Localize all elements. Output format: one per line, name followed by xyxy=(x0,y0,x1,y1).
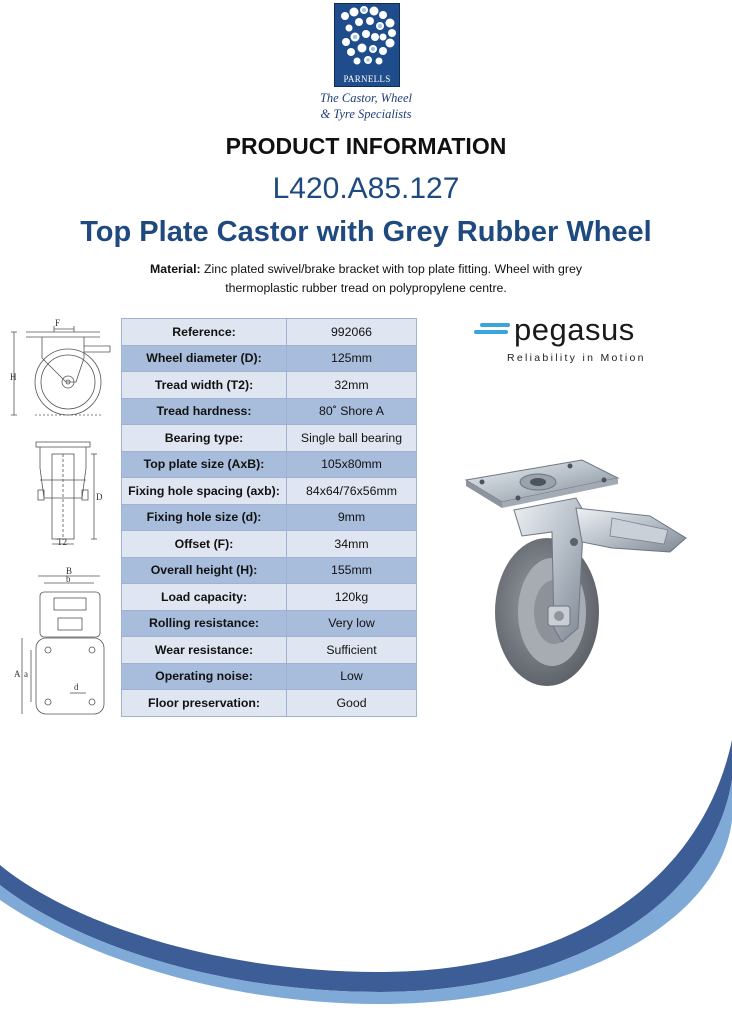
spec-label: Operating noise: xyxy=(122,663,287,690)
spec-value: Single ball bearing xyxy=(287,425,417,452)
logo-circles-graphic xyxy=(335,4,399,70)
logo-tagline-line1: The Castor, Wheel xyxy=(319,91,412,105)
side-view-drawing xyxy=(6,318,118,422)
product-information-heading: PRODUCT INFORMATION xyxy=(225,133,507,159)
diameter-dimension-label: D xyxy=(96,492,103,502)
decorative-swoosh xyxy=(0,700,732,1024)
spec-row xyxy=(122,637,417,664)
spec-row xyxy=(122,451,417,478)
spec-value: Very low xyxy=(287,610,417,637)
spec-label: Load capacity: xyxy=(122,584,287,611)
product-code: L420.A85.127 xyxy=(272,172,460,205)
castor-product-image xyxy=(462,452,696,692)
plate-width-label: B xyxy=(66,566,73,576)
spec-row xyxy=(122,531,417,558)
spec-row xyxy=(122,425,417,452)
spec-value: 105x80mm xyxy=(287,451,417,478)
spec-value: Low xyxy=(287,663,417,690)
hole-spacing-b-label: b xyxy=(66,574,71,584)
spec-value: 992066 xyxy=(287,319,417,346)
spec-row xyxy=(122,398,417,425)
hole-size-label: d xyxy=(74,682,79,692)
plate-length-label: A xyxy=(14,669,21,679)
spec-value: 120kg xyxy=(287,584,417,611)
pegasus-brand-logo xyxy=(474,312,654,372)
spec-value: 125mm xyxy=(287,345,417,372)
spec-label: Floor preservation: xyxy=(122,690,287,717)
spec-value: 9mm xyxy=(287,504,417,531)
spec-label: Fixing hole size (d): xyxy=(122,504,287,531)
specification-table xyxy=(121,318,417,717)
spec-label: Tread width (T2): xyxy=(122,372,287,399)
spec-value: 80˚ Shore A xyxy=(287,398,417,425)
logo-tagline-line2: & Tyre Specialists xyxy=(320,107,412,121)
material-description xyxy=(110,260,622,298)
spec-row xyxy=(122,584,417,611)
spec-row xyxy=(122,610,417,637)
tread-width-dimension-label: T2 xyxy=(57,537,67,547)
spec-value: 84x64/76x56mm xyxy=(287,478,417,505)
spec-label: Reference: xyxy=(122,319,287,346)
spec-label: Wheel diameter (D): xyxy=(122,345,287,372)
spec-value: 32mm xyxy=(287,372,417,399)
pegasus-wordmark: pegasus xyxy=(514,312,635,347)
spec-row xyxy=(122,319,417,346)
spec-label: Bearing type: xyxy=(122,425,287,452)
material-label: Material: xyxy=(150,262,201,276)
material-text-line1: Zinc plated swivel/brake bracket with top plate fitting. Wheel with grey xyxy=(204,262,582,276)
spec-value: 34mm xyxy=(287,531,417,558)
spec-row xyxy=(122,478,417,505)
spec-label: Fixing hole spacing (axb): xyxy=(122,478,287,505)
spec-label: Overall height (H): xyxy=(122,557,287,584)
pegasus-slogan: Reliability in Motion xyxy=(507,352,646,364)
top-view-drawing xyxy=(10,568,110,718)
spec-label: Wear resistance: xyxy=(122,637,287,664)
height-dimension-label: H xyxy=(10,372,17,382)
spec-label: Offset (F): xyxy=(122,531,287,558)
pegasus-dash-top xyxy=(480,323,510,327)
offset-dimension-label: F xyxy=(55,318,61,328)
spec-value: Sufficient xyxy=(287,637,417,664)
hole-spacing-a-label: a xyxy=(24,669,28,679)
parnells-logo xyxy=(334,3,400,87)
spec-label: Rolling resistance: xyxy=(122,610,287,637)
spec-value: 155mm xyxy=(287,557,417,584)
spec-row xyxy=(122,504,417,531)
spec-row xyxy=(122,372,417,399)
logo-caption: PARNELLS xyxy=(343,74,391,84)
pegasus-dash-bottom xyxy=(474,330,508,334)
spec-label: Tread hardness: xyxy=(122,398,287,425)
material-text-line2: thermoplastic rubber tread on polypropylene centre. xyxy=(225,281,507,295)
spec-value: Good xyxy=(287,690,417,717)
product-title: Top Plate Castor with Grey Rubber Wheel xyxy=(80,216,652,248)
spec-row xyxy=(122,557,417,584)
spec-row xyxy=(122,663,417,690)
spec-row xyxy=(122,345,417,372)
spec-label: Top plate size (AxB): xyxy=(122,451,287,478)
